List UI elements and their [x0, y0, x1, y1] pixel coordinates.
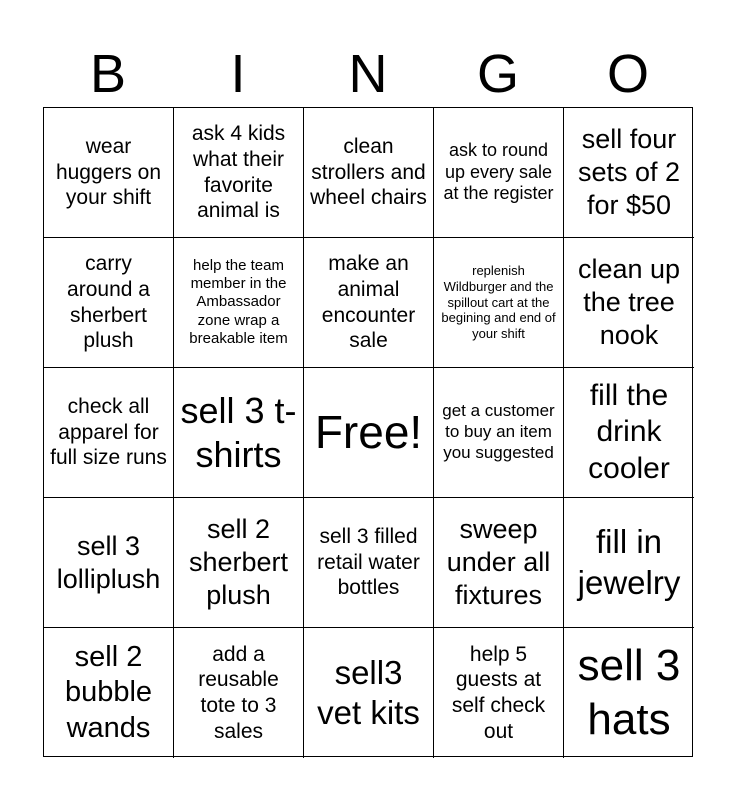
bingo-cell[interactable]: [44, 368, 174, 498]
bingo-cell-text: sell 2 sherbert plush: [188, 514, 289, 610]
header-letter-b: B: [89, 44, 127, 104]
bingo-cell-text: get a customer to buy an item you suggested: [442, 401, 555, 462]
bingo-cell[interactable]: [564, 238, 694, 368]
bingo-cell-text: clean strollers and wheel chairs: [310, 135, 427, 210]
bingo-cell-text: clean up the tree nook: [577, 254, 681, 350]
bingo-cell-text: fill the drink cooler: [588, 378, 670, 485]
bingo-cell-text: sell 3 filled retail water bottles: [317, 525, 420, 600]
bingo-cell[interactable]: [564, 108, 694, 238]
bingo-cell[interactable]: [174, 238, 304, 368]
bingo-cell[interactable]: [44, 238, 174, 368]
bingo-cell[interactable]: [564, 628, 694, 758]
bingo-cell-text: carry around a sherbert plush: [67, 252, 150, 353]
header-letter-o: O: [606, 44, 649, 104]
bingo-header: [43, 40, 693, 108]
bingo-cell-text: fill in jewelry: [577, 523, 681, 601]
bingo-cell-text: ask to round up every sale at the register: [443, 139, 554, 204]
bingo-cell-text: sell 2 bubble wands: [64, 640, 153, 744]
bingo-cell-text: sell 3 hats: [577, 641, 681, 744]
bingo-cell[interactable]: [304, 628, 434, 758]
bingo-cell[interactable]: [174, 498, 304, 628]
bingo-cell-text: Free!: [314, 406, 423, 459]
bingo-cell-text: sell 3 lolliplush: [56, 530, 161, 594]
bingo-cell-text: sell 3 t-shirts: [180, 389, 297, 475]
bingo-cell[interactable]: [174, 628, 304, 758]
header-letter-g: G: [476, 44, 519, 104]
bingo-cell[interactable]: [44, 628, 174, 758]
bingo-cell[interactable]: [174, 368, 304, 498]
bingo-cell-text: wear huggers on your shift: [55, 135, 162, 210]
bingo-cell-text: help 5 guests at self check out: [451, 642, 546, 743]
bingo-cell-text: help the team member in the Ambassador zone wrap a breakable item: [189, 256, 288, 347]
bingo-cell[interactable]: [434, 498, 564, 628]
bingo-cell[interactable]: [304, 238, 434, 368]
bingo-cell-text: make an animal encounter sale: [321, 252, 416, 353]
bingo-cell-text: sell3 vet kits: [317, 653, 420, 731]
bingo-cell[interactable]: [434, 238, 564, 368]
bingo-cell[interactable]: [44, 108, 174, 238]
bingo-cell[interactable]: [174, 108, 304, 238]
bingo-cell[interactable]: [434, 108, 564, 238]
header-letter-i: I: [230, 44, 246, 104]
bingo-cell-text: check all apparel for full size runs: [50, 395, 167, 470]
bingo-cell[interactable]: [564, 498, 694, 628]
bingo-cell-text: sell four sets of 2 for $50: [577, 124, 681, 220]
bingo-board: [43, 107, 693, 757]
bingo-cell-text: sweep under all fixtures: [446, 514, 551, 610]
header-letter-n: N: [348, 44, 388, 104]
bingo-cell[interactable]: [304, 498, 434, 628]
bingo-cell-text: replenish Wildburger and the spillout cart at the begining and end of your shift: [441, 262, 556, 342]
bingo-cell-text: ask 4 kids what their favorite animal is: [191, 122, 286, 223]
bingo-cell[interactable]: [304, 108, 434, 238]
bingo-cell-free[interactable]: [304, 368, 434, 498]
bingo-cell[interactable]: [434, 628, 564, 758]
bingo-cell-text: add a reusable tote to 3 sales: [198, 642, 279, 743]
bingo-cell[interactable]: [44, 498, 174, 628]
bingo-cell[interactable]: [434, 368, 564, 498]
bingo-cell[interactable]: [564, 368, 694, 498]
